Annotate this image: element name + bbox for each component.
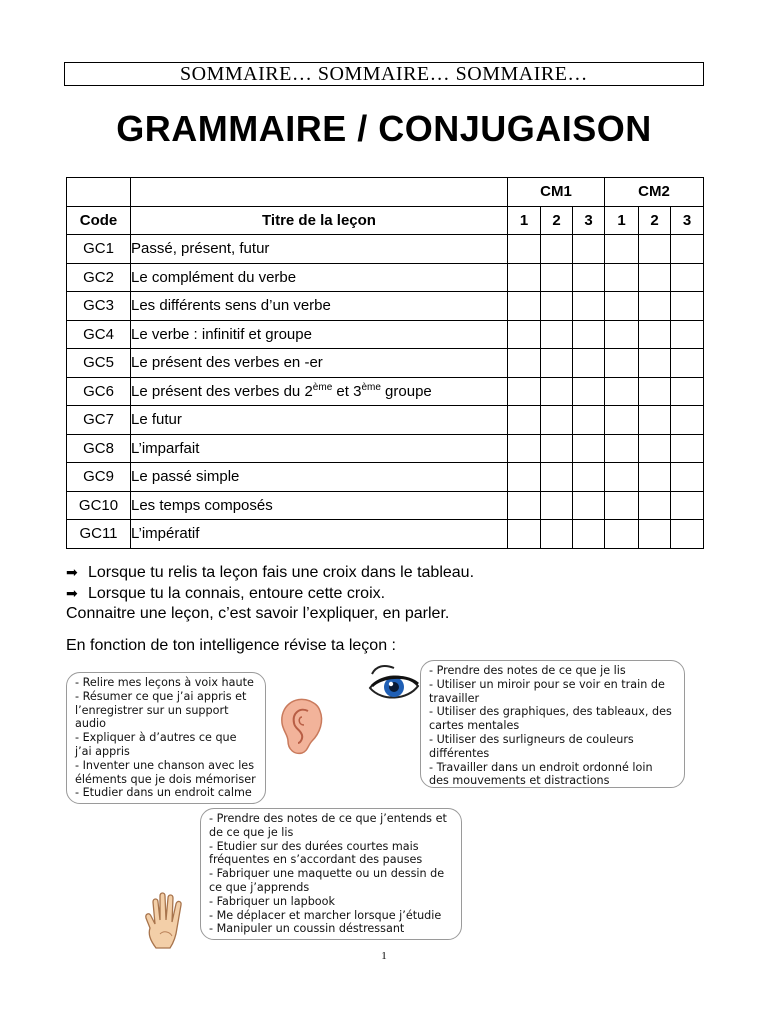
check-cell[interactable] xyxy=(508,406,541,435)
column-header-2: 2 xyxy=(639,206,671,235)
check-cell[interactable] xyxy=(508,377,541,406)
check-cell[interactable] xyxy=(573,491,605,520)
lesson-title: Les différents sens d’un verbe xyxy=(131,292,508,321)
check-cell[interactable] xyxy=(573,292,605,321)
lesson-code: GC5 xyxy=(67,349,131,378)
check-cell[interactable] xyxy=(605,406,639,435)
check-cell[interactable] xyxy=(605,235,639,264)
check-cell[interactable] xyxy=(541,434,573,463)
tip-line: cartes mentales xyxy=(429,719,520,733)
check-cell[interactable] xyxy=(639,349,671,378)
check-cell[interactable] xyxy=(605,463,639,492)
ordinal-superscript: ème xyxy=(361,382,381,394)
check-cell[interactable] xyxy=(639,406,671,435)
blank-header-cell xyxy=(67,178,131,207)
tip-line: - Inventer une chanson avec les xyxy=(75,758,255,772)
lesson-code: GC1 xyxy=(67,235,131,264)
check-cell[interactable] xyxy=(605,349,639,378)
check-cell[interactable] xyxy=(671,235,704,264)
check-cell[interactable] xyxy=(605,263,639,292)
check-cell[interactable] xyxy=(508,463,541,492)
tip-line: éléments que je dois mémoriser xyxy=(75,772,256,786)
instruction-text: Lorsque tu relis ta leçon fais une croix dans le tableau. xyxy=(88,564,475,581)
column-header-3: 3 xyxy=(671,206,704,235)
lesson-code: GC7 xyxy=(67,406,131,435)
blank-header-cell xyxy=(131,178,508,207)
tip-line: l’enregistrer sur un support xyxy=(75,703,229,717)
lesson-title xyxy=(131,377,508,406)
check-cell[interactable] xyxy=(639,520,671,549)
check-cell[interactable] xyxy=(605,520,639,549)
instruction-line xyxy=(66,583,474,604)
tip-line: - Utiliser un miroir pour se voir en train de xyxy=(429,677,665,691)
lesson-title-part: et 3 xyxy=(332,383,362,401)
check-cell[interactable] xyxy=(508,520,541,549)
group-header-cm1: CM1 xyxy=(508,178,605,207)
check-cell[interactable] xyxy=(541,263,573,292)
lesson-title: L’imparfait xyxy=(131,434,508,463)
lesson-title-part: groupe xyxy=(380,383,432,401)
check-cell[interactable] xyxy=(508,491,541,520)
tip-line: travailler xyxy=(429,691,480,705)
check-cell[interactable] xyxy=(541,377,573,406)
check-cell[interactable] xyxy=(573,520,605,549)
check-cell[interactable] xyxy=(671,491,704,520)
intelligence-intro: En fonction de ton intelligence révise ta leçon : xyxy=(66,637,396,654)
page-title: GRAMMAIRE / CONJUGAISON xyxy=(116,108,652,149)
check-cell[interactable] xyxy=(573,263,605,292)
check-cell[interactable] xyxy=(639,491,671,520)
check-cell[interactable] xyxy=(671,520,704,549)
tip-line: - Fabriquer une maquette ou un dessin de xyxy=(209,867,445,881)
table-row xyxy=(67,292,704,321)
check-cell[interactable] xyxy=(508,320,541,349)
group-header-cm2: CM2 xyxy=(605,178,704,207)
tip-line: - Utiliser des graphiques, des tableaux, des xyxy=(429,705,672,719)
tip-line: - Etudier dans un endroit calme xyxy=(75,786,252,800)
table-row xyxy=(67,235,704,264)
tip-line: différentes xyxy=(429,746,490,760)
table-row xyxy=(67,377,704,406)
check-cell[interactable] xyxy=(573,349,605,378)
instruction-line: Connaitre une leçon, c’est savoir l’expliquer, en parler. xyxy=(66,605,450,622)
table-row xyxy=(67,263,704,292)
lesson-code: GC6 xyxy=(67,377,131,406)
check-cell[interactable] xyxy=(541,520,573,549)
visual-tips-bubble xyxy=(420,660,685,788)
column-header-1: 1 xyxy=(508,206,541,235)
tip-line: j’ai appris xyxy=(75,744,130,758)
check-cell[interactable] xyxy=(573,235,605,264)
table-row xyxy=(67,463,704,492)
check-cell[interactable] xyxy=(639,320,671,349)
lesson-title: Le complément du verbe xyxy=(131,263,508,292)
instruction-text: Lorsque tu la connais, entoure cette croix. xyxy=(88,585,386,602)
table-row xyxy=(67,349,704,378)
check-cell[interactable] xyxy=(541,349,573,378)
ear-icon xyxy=(274,695,324,762)
check-cell[interactable] xyxy=(605,377,639,406)
lesson-code: GC10 xyxy=(67,491,131,520)
tip-line: - Prendre des notes de ce que je lis xyxy=(429,664,626,677)
check-cell[interactable] xyxy=(639,263,671,292)
tip-line: - Manipuler un coussin déstressant xyxy=(209,922,405,936)
lesson-code: GC2 xyxy=(67,263,131,292)
check-cell[interactable] xyxy=(508,235,541,264)
column-header-3: 3 xyxy=(573,206,605,235)
title-column-header: Titre de la leçon xyxy=(131,206,508,235)
instructions xyxy=(66,562,474,624)
tip-line: - Relire mes leçons à voix haute xyxy=(75,676,254,689)
tip-line: - Travailler dans un endroit ordonné loin xyxy=(429,760,653,774)
lesson-code: GC4 xyxy=(67,320,131,349)
check-cell[interactable] xyxy=(605,320,639,349)
check-cell[interactable] xyxy=(541,406,573,435)
check-cell[interactable] xyxy=(639,377,671,406)
check-cell[interactable] xyxy=(508,292,541,321)
check-cell[interactable] xyxy=(573,434,605,463)
table-row xyxy=(67,491,704,520)
check-cell[interactable] xyxy=(573,406,605,435)
table-row xyxy=(67,406,704,435)
summary-banner: SOMMAIRE… SOMMAIRE… SOMMAIRE… xyxy=(64,62,704,86)
check-cell[interactable] xyxy=(671,406,704,435)
check-cell[interactable] xyxy=(541,292,573,321)
lesson-title: Passé, présent, futur xyxy=(131,235,508,264)
lesson-title: L’impératif xyxy=(131,520,508,549)
column-header-2: 2 xyxy=(541,206,573,235)
lesson-title: Le verbe : infinitif et groupe xyxy=(131,320,508,349)
tip-line: - Résumer ce que j’ai appris et xyxy=(75,689,247,703)
tip-line: - Fabriquer un lapbook xyxy=(209,894,335,908)
check-cell[interactable] xyxy=(671,377,704,406)
check-cell[interactable] xyxy=(639,292,671,321)
check-cell[interactable] xyxy=(605,491,639,520)
check-cell[interactable] xyxy=(605,292,639,321)
header-row-columns xyxy=(67,206,704,235)
tip-line: ce que j’apprends xyxy=(209,880,310,894)
lesson-code: GC11 xyxy=(67,520,131,549)
check-cell[interactable] xyxy=(671,463,704,492)
check-cell[interactable] xyxy=(671,292,704,321)
check-cell[interactable] xyxy=(508,349,541,378)
table-row xyxy=(67,520,704,549)
check-cell[interactable] xyxy=(639,434,671,463)
check-cell[interactable] xyxy=(605,434,639,463)
lesson-code: GC8 xyxy=(67,434,131,463)
hand-icon xyxy=(142,890,188,955)
right-arrow-icon: ➡ xyxy=(66,564,78,580)
lesson-title-part: Le présent des verbes du 2 xyxy=(131,383,313,401)
check-cell[interactable] xyxy=(508,263,541,292)
ordinal-superscript: ème xyxy=(312,382,333,394)
check-cell[interactable] xyxy=(671,263,704,292)
lessons-table xyxy=(66,177,704,549)
check-cell[interactable] xyxy=(541,463,573,492)
lesson-title: Les temps composés xyxy=(131,491,508,520)
check-cell[interactable] xyxy=(639,463,671,492)
page-number: 1 xyxy=(381,950,387,962)
tip-line: - Prendre des notes de ce que j’entends et xyxy=(209,812,447,825)
table-row xyxy=(67,434,704,463)
auditory-tips-bubble xyxy=(66,672,266,804)
instruction-line xyxy=(66,562,474,583)
check-cell[interactable] xyxy=(573,463,605,492)
table-row xyxy=(67,320,704,349)
code-column-header: Code xyxy=(67,206,131,235)
tip-line: des mouvements et distractions xyxy=(429,774,610,788)
lesson-code: GC9 xyxy=(67,463,131,492)
lesson-title: Le passé simple xyxy=(131,463,508,492)
check-cell[interactable] xyxy=(671,434,704,463)
tip-line: de ce que je lis xyxy=(209,825,294,839)
column-header-1: 1 xyxy=(605,206,639,235)
check-cell[interactable] xyxy=(639,235,671,264)
tip-line: - Etudier sur des durées courtes mais xyxy=(209,839,419,853)
check-cell[interactable] xyxy=(671,349,704,378)
tip-line: fréquentes en s’accordant des pauses xyxy=(209,853,423,867)
right-arrow-icon: ➡ xyxy=(66,585,78,601)
check-cell[interactable] xyxy=(541,491,573,520)
check-cell[interactable] xyxy=(508,434,541,463)
check-cell[interactable] xyxy=(573,320,605,349)
tip-line: audio xyxy=(75,717,107,731)
check-cell[interactable] xyxy=(541,320,573,349)
header-row-groups xyxy=(67,178,704,207)
lesson-title: Le présent des verbes en -er xyxy=(131,349,508,378)
check-cell[interactable] xyxy=(541,235,573,264)
lesson-code: GC3 xyxy=(67,292,131,321)
check-cell[interactable] xyxy=(671,320,704,349)
check-cell[interactable] xyxy=(573,377,605,406)
eye-icon xyxy=(368,662,420,709)
tip-line: - Me déplacer et marcher lorsque j’étudie xyxy=(209,908,442,922)
tip-line: - Utiliser des surligneurs de couleurs xyxy=(429,732,634,746)
tip-line: - Expliquer à d’autres ce que xyxy=(75,731,237,745)
lesson-title: Le futur xyxy=(131,406,508,435)
kinesthetic-tips-bubble xyxy=(200,808,462,940)
